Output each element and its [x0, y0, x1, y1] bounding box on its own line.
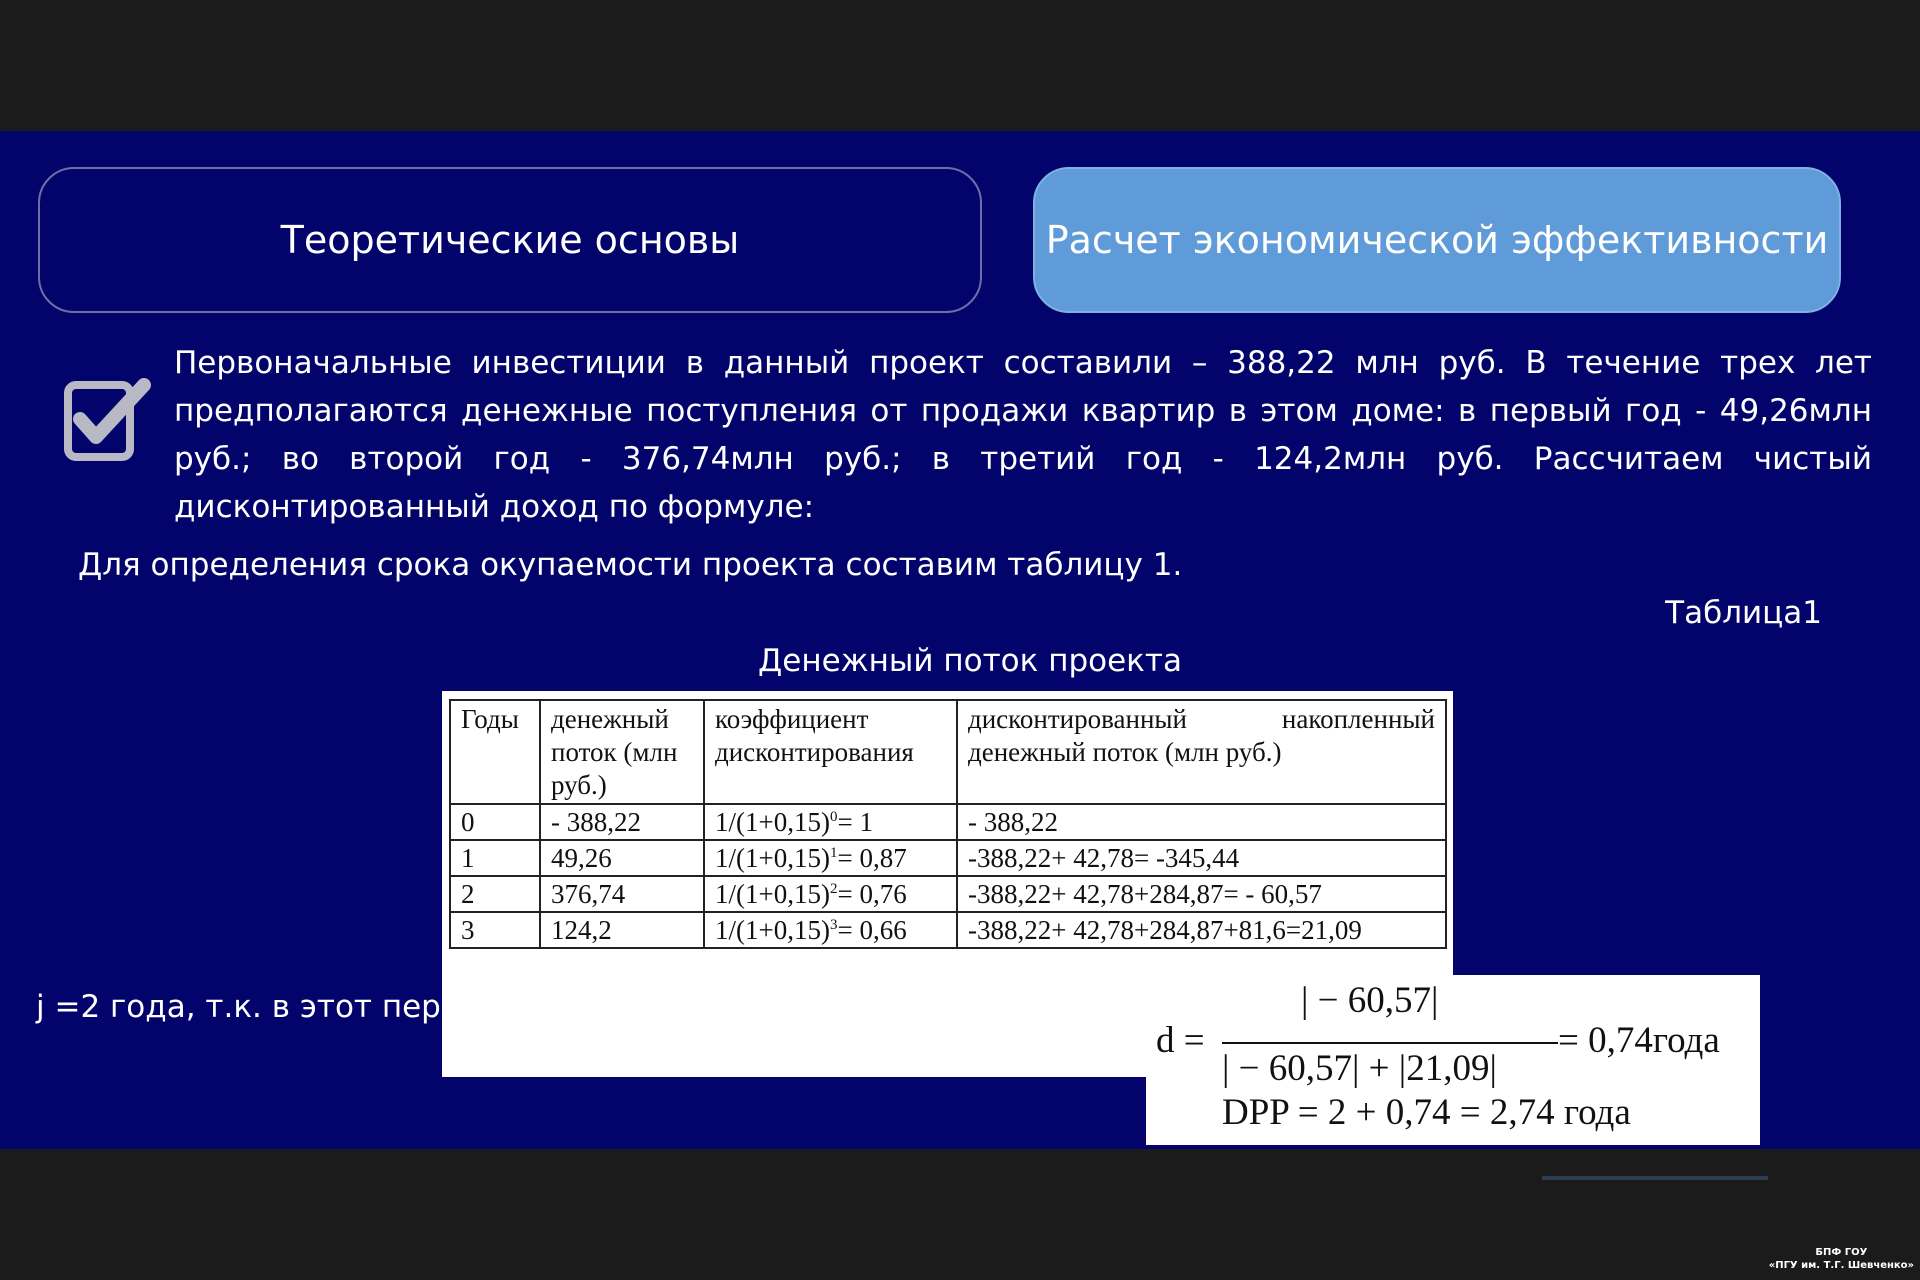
cell-year: 0: [450, 804, 540, 840]
cell-coef: $1/(1+0,15)^3= 0,66$: [704, 912, 957, 948]
cell-year: 2: [450, 876, 540, 912]
cell-discounted: -388,22+ 42,78= -345,44: [957, 840, 1446, 876]
header-discount-coef: [704, 700, 957, 804]
cell-discounted: -388,22+ 42,78+284,87= - 60,57: [957, 876, 1446, 912]
cell-flow: - 388,22: [540, 804, 704, 840]
table-row: [450, 840, 1446, 876]
table-intro-text: Для определения срока окупаемости проекта составим таблицу 1.: [78, 547, 1183, 583]
formula-denominator: | − 60,57| + |21,09|: [1222, 1048, 1497, 1089]
fraction-bar: [1222, 1042, 1558, 1044]
cell-flow: 124,2: [540, 912, 704, 948]
tab-economic-efficiency[interactable]: [1033, 167, 1841, 313]
header-years: Годы: [450, 700, 540, 804]
institution-logo: [1769, 1246, 1914, 1272]
intro-line: дисконтированный доход по формуле:: [174, 489, 815, 525]
header-discounted-flow: [957, 700, 1446, 804]
cell-flow: 49,26: [540, 840, 704, 876]
cell-discounted: - 388,22: [957, 804, 1446, 840]
header-text: поток (млн: [551, 737, 678, 767]
intro-line: руб.; во второй год - 376,74млн руб.; в третий год - 124,2млн руб. Рассчитаем чистый: [174, 441, 1872, 477]
header-text: денежный поток (млн руб.): [968, 737, 1282, 767]
header-text: дисконтирования: [715, 737, 914, 767]
table-caption: Денежный поток проекта: [758, 643, 1182, 679]
intro-line: предполагаются денежные поступления от продажи квартир в этом доме: в первый год - 49,26млн: [174, 393, 1872, 429]
logo-line: БПФ ГОУ: [1815, 1247, 1868, 1258]
header-text: руб.): [551, 770, 607, 800]
checkbox-checked-icon: [62, 377, 152, 467]
payback-formula: [1146, 975, 1760, 1145]
cell-flow: 376,74: [540, 876, 704, 912]
cell-coef: $1/(1+0,15)^0= 1$: [704, 804, 957, 840]
cell-year: 3: [450, 912, 540, 948]
video-progress-line[interactable]: [1542, 1176, 1768, 1180]
intro-line: Первоначальные инвестиции в данный проект составили – 388,22 млн руб. В течение трех лет: [174, 345, 1872, 381]
table-header-row: [450, 700, 1446, 804]
logo-line: «ПГУ им. Т.Г. Шевченко»: [1768, 1260, 1914, 1271]
formula-numerator: | − 60,57|: [1301, 980, 1439, 1021]
tab-theoretical-basics[interactable]: [38, 167, 982, 313]
table-number: Таблица1: [1665, 595, 1822, 631]
header-text: коэффициент: [715, 704, 869, 734]
cell-discounted: -388,22+ 42,78+284,87+81,6=21,09: [957, 912, 1446, 948]
header-text: накопленный: [1281, 704, 1435, 734]
tab-label: Расчет экономической эффективности: [1045, 218, 1829, 262]
cell-coef: $1/(1+0,15)^1= 0,87$: [704, 840, 957, 876]
cell-coef: $1/(1+0,15)^2= 0,76$: [704, 876, 957, 912]
header-text: денежный: [551, 704, 669, 734]
slide: [0, 131, 1920, 1149]
tab-label: Теоретические основы: [280, 218, 740, 262]
payback-period-text: j =2 года, т.к. в этот период все показатели меньше нуля.: [36, 989, 1001, 1025]
formula-dpp: DPP = 2 + 0,74 = 2,74 года: [1222, 1092, 1631, 1133]
header-cash-flow: [540, 700, 704, 804]
header-text: дисконтированный: [968, 704, 1187, 734]
table-row: [450, 876, 1446, 912]
table-row: [450, 804, 1446, 840]
intro-paragraph: [174, 339, 1872, 531]
cell-year: 1: [450, 840, 540, 876]
formula-result: = 0,74года: [1558, 1020, 1720, 1061]
formula-lhs: d =: [1156, 1020, 1205, 1061]
table-row: [450, 912, 1446, 948]
